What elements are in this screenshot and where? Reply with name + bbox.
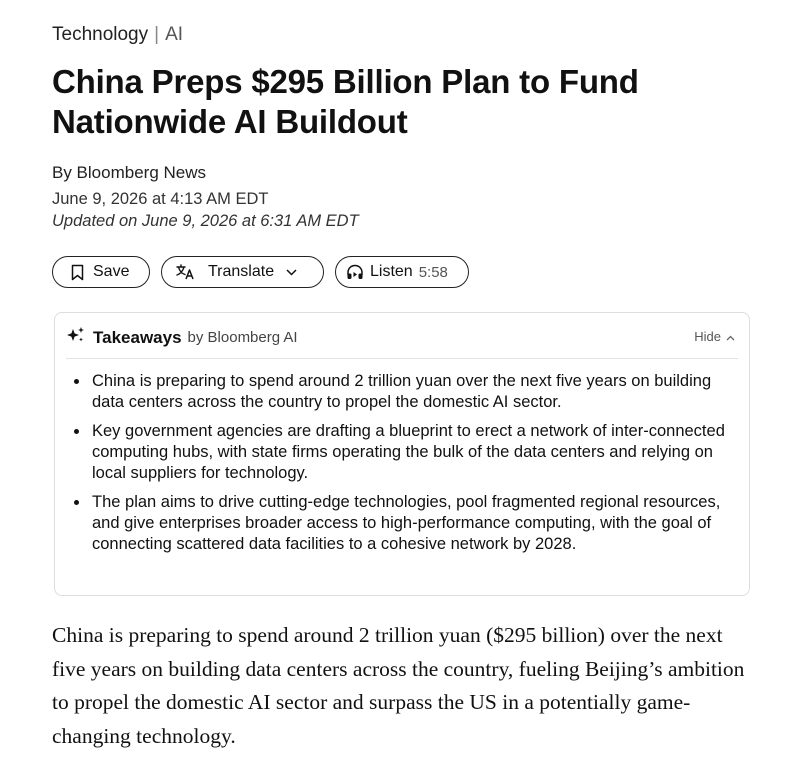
breadcrumb-subsection[interactable]: AI [165,24,184,45]
updated-date: Updated on June 9, 2026 at 6:31 AM EDT [52,212,359,230]
takeaways-divider [66,358,738,359]
breadcrumb [52,24,183,46]
takeaways-attribution: by Bloomberg AI [187,329,298,346]
bullet [74,379,79,384]
takeaways-header [66,326,298,349]
chevron-up-icon [721,329,735,344]
hide-label: Hide [694,329,721,344]
takeaways-title: Takeaways [93,327,182,347]
takeaways-box [54,312,750,596]
bullet [74,429,79,434]
publish-date: June 9, 2026 at 4:13 AM EDT [52,190,269,208]
breadcrumb-section[interactable]: Technology [52,24,149,45]
takeaway-text: The plan aims to drive cutting-edge technologies, pool fragmented regional resources, and give enterprises broader access to high-performance computing, with the goal of connecting scattered data facilities to a cohesive network by 2028. [92,493,721,553]
translate-button[interactable] [161,256,324,288]
article-body-paragraph: China is preparing to spend around 2 trillion yuan ($295 billion) over the next five years on building data centers across the country, fueling Beijing’s ambition to propel the domestic AI sector and surpass the US in a potentially game-changing technology. [52,623,745,748]
headline: China Preps $295 Billion Plan to Fund Nationwide AI Buildout [52,63,639,140]
hide-button[interactable] [694,329,735,344]
takeaway-item [73,421,735,484]
bullet [74,500,79,505]
breadcrumb-separator: | [154,24,160,45]
takeaway-item [73,492,735,555]
listen-label: Listen [370,263,413,280]
takeaway-text: China is preparing to spend around 2 trillion yuan over the next five years on building data centers across the country to propel the domestic AI sector. [92,372,712,411]
bookmark-icon [71,264,84,281]
headphones-icon [346,264,364,280]
listen-button[interactable] [335,256,469,288]
takeaway-item [73,371,735,413]
translate-label: Translate [208,263,275,280]
listen-duration: 5:58 [418,263,448,281]
chevron-down-icon [286,269,297,276]
byline: By Bloomberg News [52,163,207,182]
takeaways-list [73,371,735,563]
takeaway-text: Key government agencies are drafting a blueprint to erect a network of inter-connected computing hubs, with state firms operating the bulk of the data centers and relying on local suppliers for technology. [92,422,725,482]
save-button[interactable] [52,256,150,288]
sparkle-icon [66,326,86,349]
save-label: Save [93,263,130,280]
translate-icon [176,264,196,280]
